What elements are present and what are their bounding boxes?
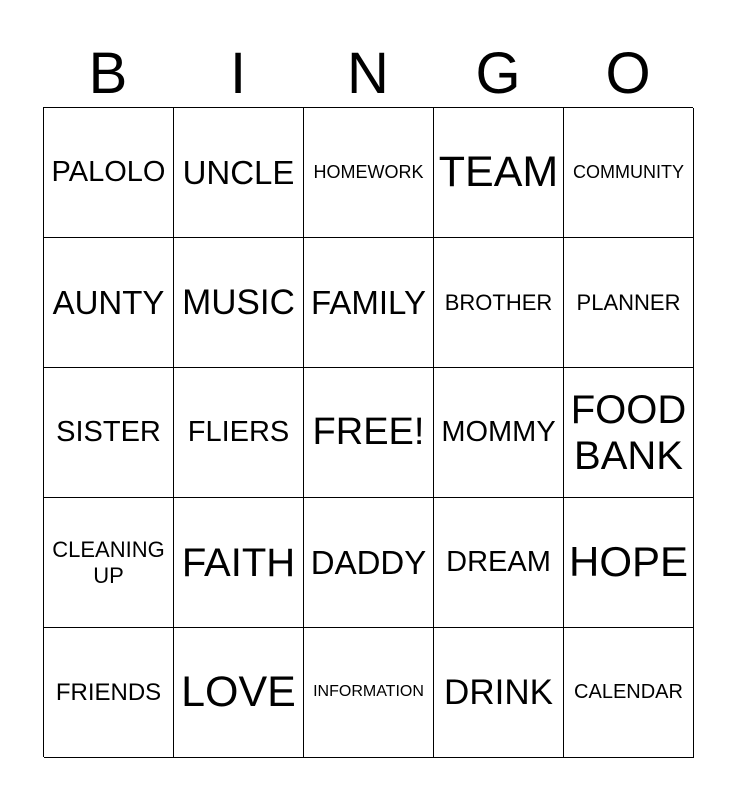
- bingo-cell[interactable]: SISTER: [44, 368, 174, 498]
- bingo-cell[interactable]: FLIERS: [174, 368, 304, 498]
- bingo-cell[interactable]: PLANNER: [564, 238, 694, 368]
- bingo-cell[interactable]: DREAM: [434, 498, 564, 628]
- bingo-cell[interactable]: DRINK: [434, 628, 564, 758]
- bingo-cell[interactable]: CLEANING UP: [44, 498, 174, 628]
- bingo-cell[interactable]: HOPE: [564, 498, 694, 628]
- header-letter-i: I: [229, 41, 247, 106]
- bingo-cell[interactable]: MUSIC: [174, 238, 304, 368]
- bingo-header: [43, 40, 693, 108]
- bingo-cell[interactable]: FOOD BANK: [564, 368, 694, 498]
- header-letter-o: O: [605, 41, 651, 106]
- header-letter-n: N: [347, 41, 389, 106]
- bingo-cell[interactable]: FRIENDS: [44, 628, 174, 758]
- bingo-cell[interactable]: FAMILY: [304, 238, 434, 368]
- header-letter-g: G: [475, 41, 521, 106]
- bingo-cell[interactable]: FAITH: [174, 498, 304, 628]
- bingo-cell[interactable]: INFORMATION: [304, 628, 434, 758]
- bingo-cell[interactable]: UNCLE: [174, 108, 304, 238]
- bingo-cell[interactable]: HOMEWORK: [304, 108, 434, 238]
- bingo-board: [43, 107, 693, 757]
- bingo-cell[interactable]: AUNTY: [44, 238, 174, 368]
- bingo-cell[interactable]: COMMUNITY: [564, 108, 694, 238]
- header-letter-b: B: [88, 41, 128, 106]
- bingo-cell[interactable]: CALENDAR: [564, 628, 694, 758]
- bingo-cell[interactable]: LOVE: [174, 628, 304, 758]
- bingo-cell[interactable]: TEAM: [434, 108, 564, 238]
- bingo-cell[interactable]: DADDY: [304, 498, 434, 628]
- bingo-cell[interactable]: BROTHER: [434, 238, 564, 368]
- bingo-cell[interactable]: PALOLO: [44, 108, 174, 238]
- bingo-cell[interactable]: FREE!: [304, 368, 434, 498]
- bingo-cell[interactable]: MOMMY: [434, 368, 564, 498]
